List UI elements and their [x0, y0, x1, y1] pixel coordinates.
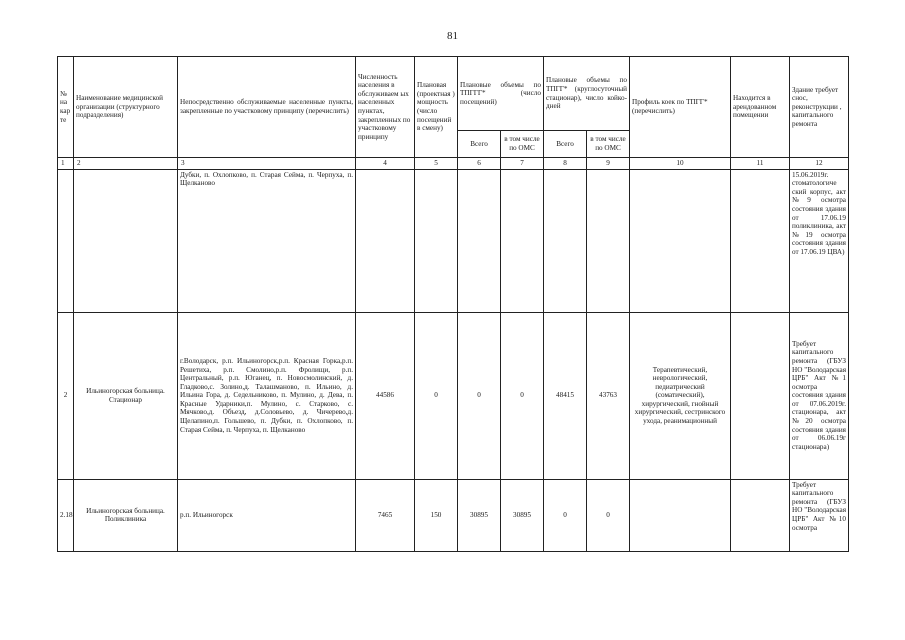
table-row	[58, 312, 849, 479]
row-visits-oms: 30895	[501, 479, 544, 551]
header-renovation: Здание требует снос, реконструкции , капитального ремонта	[790, 57, 849, 158]
row-settlements: г.Володарск, р.п. Ильиногорск,р.п. Красная Горка,р.п. Решетиха, р.п. Смолино,р.п. Фролищи, р.п. Центральный, р.п. Юганец, п. Новосмолинский, д. Гладково,с. Золино,д. Талашманово, п. Ильино, д. Ильина Гора, д. Седельниково, п. Мулино, д. Дева, п. Красные Ударники,п. Мулино, с. Старково, с. Мячково,д. Объезд, д.Соловьево, д. Чичерево,д. Щелапино,п. Гольшево, п. Дубки, п. Охлопково, п. Старая Сейма, п. Черпуха, п. Щелканово	[178, 312, 356, 479]
row-renovation: 15.06.2019г. стоматологиче ский корпус, акт №9 осмотра состояния здания от 17.06.19 поликлиника, акт №19 осмотра состояния здания от 17.06.19 ЦВА)	[790, 169, 849, 312]
header-visits: Плановые объемы по ТПГГГ* (число посещений)	[458, 57, 544, 131]
column-number: 11	[731, 158, 790, 170]
row-rented	[731, 312, 790, 479]
row-number: 2.18	[58, 479, 74, 551]
row-beddays-total: 0	[544, 479, 587, 551]
table-row	[58, 169, 849, 312]
row-visits-total: 30895	[458, 479, 501, 551]
row-visits-total: 0	[458, 312, 501, 479]
row-bed-profile: Терапевтический, неврологический, педиатрический (соматический), хирургический, гнойный хирургический, сестринского ухода, реанимационный	[630, 312, 731, 479]
page-number: 81	[447, 30, 458, 42]
header-rented: Находится в арендованном помещении	[731, 57, 790, 158]
row-beddays-total	[544, 169, 587, 312]
column-number: 9	[587, 158, 630, 170]
header-bed-profile: Профиль коек по ТПГГ* (перечислить)	[630, 57, 731, 158]
row-organization	[74, 169, 178, 312]
table-row	[58, 479, 849, 551]
column-number: 2	[74, 158, 178, 170]
row-bed-profile	[630, 169, 731, 312]
row-rented	[731, 169, 790, 312]
row-capacity: 150	[415, 479, 458, 551]
row-settlements: Дубки, п. Охлопково, п. Старая Сейма, п. Черпуха, п. Щелканово	[178, 169, 356, 312]
header-settlements: Непосредственно обслуживаемые населенные пункты, закрепленные по участковому принципу (перечислить)	[178, 57, 356, 158]
row-organization: Ильиногорская больница. Стационар	[74, 312, 178, 479]
column-number-row	[58, 158, 849, 170]
facilities-table	[57, 56, 849, 552]
column-number: 12	[790, 158, 849, 170]
row-beddays-oms	[587, 169, 630, 312]
column-number: 7	[501, 158, 544, 170]
row-bed-profile	[630, 479, 731, 551]
row-number	[58, 169, 74, 312]
row-beddays-total: 48415	[544, 312, 587, 479]
column-number: 6	[458, 158, 501, 170]
row-renovation: Требует капитального ремонта (ГБУЗ НО "Володарская ЦРБ" Акт №10 осмотра	[790, 479, 849, 551]
column-number: 8	[544, 158, 587, 170]
header-number: № на кар те	[58, 57, 74, 158]
row-rented	[731, 479, 790, 551]
row-beddays-oms: 43763	[587, 312, 630, 479]
row-visits-oms	[501, 169, 544, 312]
header-capacity: Плановая (проектная ) мощность (число посещений в смену)	[415, 57, 458, 158]
column-number: 5	[415, 158, 458, 170]
row-population: 44586	[356, 312, 415, 479]
row-capacity: 0	[415, 312, 458, 479]
header-beddays-oms: в том числе по ОМС	[587, 131, 630, 158]
column-number: 10	[630, 158, 731, 170]
row-settlements: р.п. Ильиногорск	[178, 479, 356, 551]
header-visits-total: Всего	[458, 131, 501, 158]
header-beddays-total: Всего	[544, 131, 587, 158]
row-organization: Ильиногорская больница. Поликлиника	[74, 479, 178, 551]
column-number: 4	[356, 158, 415, 170]
row-population: 7465	[356, 479, 415, 551]
header-beddays: Плановые объемы по ТПГГ* (круглосуточный стационар), число койко-дней	[544, 57, 630, 131]
row-renovation: Требует капитального ремонта (ГБУЗ НО "Володарская ЦРБ" Акт №1 осмотра состояния здания от 07.06.2019г. стационара, акт №20 осмотра состояния здания от 06.06.19г стационара)	[790, 312, 849, 479]
row-capacity	[415, 169, 458, 312]
header-visits-oms: в том числе по ОМС	[501, 131, 544, 158]
row-visits-oms: 0	[501, 312, 544, 479]
header-organization: Наименование медицинской организации (структурного подразделения)	[74, 57, 178, 158]
header-row	[58, 57, 849, 131]
row-number: 2	[58, 312, 74, 479]
column-number: 1	[58, 158, 74, 170]
column-number: 3	[178, 158, 356, 170]
header-population: Численность населения в обслуживаем ых населенных пунктах, закрепленных по участковому принципу	[356, 57, 415, 158]
row-beddays-oms: 0	[587, 479, 630, 551]
row-visits-total	[458, 169, 501, 312]
row-population	[356, 169, 415, 312]
